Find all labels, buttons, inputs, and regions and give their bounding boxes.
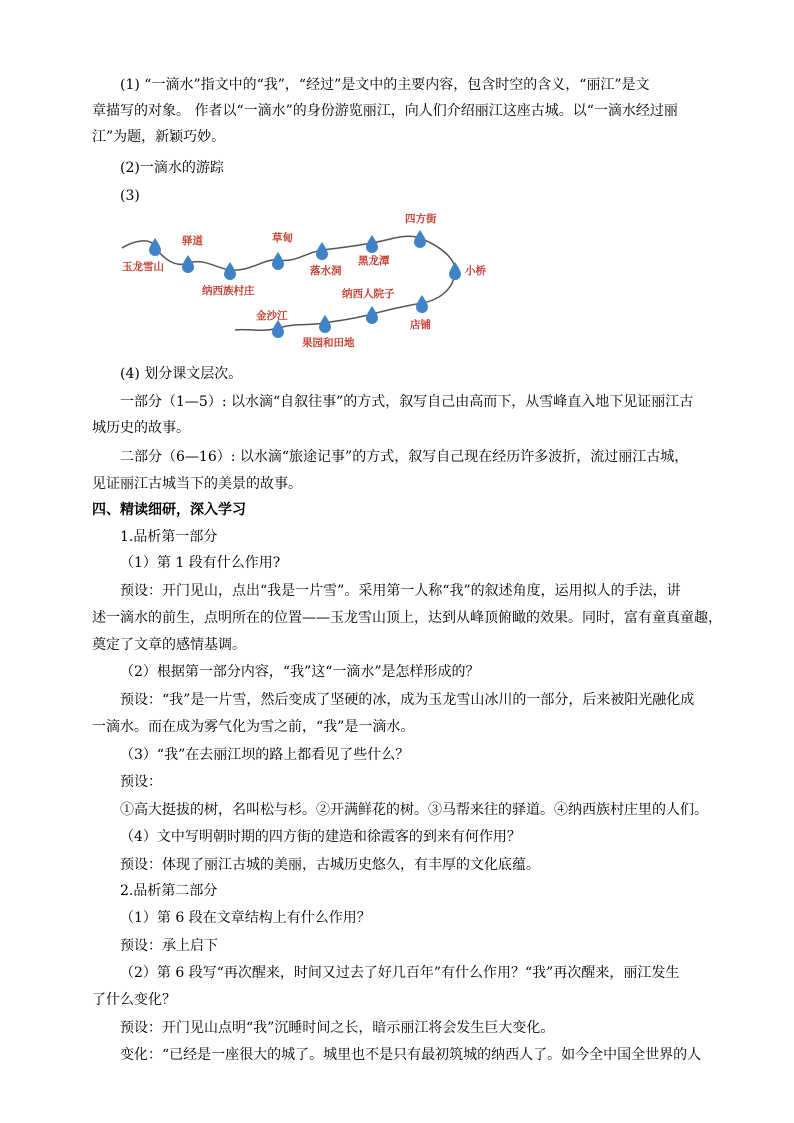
route-label: 果园和田地 <box>302 337 355 349</box>
drop-icon <box>272 252 284 270</box>
paragraph-line: (1) “一滴水”指文中的“我”，“经过”是文中的主要内容，包含时空的含义，“丽江”是文 <box>120 77 650 93</box>
drop-icon <box>416 295 428 313</box>
answer-line: 述一滴水的前生，点明所在的位置——玉龙雪山顶上，达到从峰顶俯瞰的效果。同时，富有童真童趣， <box>92 610 722 626</box>
answer-line: 预设：“我”是一片雪，然后变成了坚硬的冰，成为玉龙雪山冰川的一部分，后来被阳光融化成 <box>120 692 695 708</box>
route-label: 小桥 <box>465 265 486 277</box>
answer-line: 奠定了文章的感情基调。 <box>92 637 246 653</box>
drop-icon <box>182 255 194 273</box>
body-line: 一部分（1—5）: 以水滴“自叙往事”的方式，叙写自己由高而下，从雪峰直入地下见证丽江古 <box>120 394 694 410</box>
body-line: 城历史的故事。 <box>92 420 190 436</box>
drop-icon <box>316 242 328 260</box>
question-line: 了什么变化？ <box>92 992 176 1008</box>
river-path <box>122 236 455 330</box>
route-label: 草甸 <box>272 232 293 244</box>
question-line: （4）文中写明朝时期的四方街的建造和徐霞客的到来有何作用？ <box>120 829 521 845</box>
paragraph-line: 章描写的对象。 作者以“一滴水”的身份游览丽江，向人们介绍丽江这座古城。以“一滴水经过丽 <box>92 103 678 119</box>
answer-line: ①高大挺拔的树，名叫松与杉。②开满鲜花的树。③马帮来往的驿道。④纳西族村庄里的人们。 <box>120 802 708 818</box>
body-line: (4) 划分课文层次。 <box>120 366 243 382</box>
body-line: 二部分（6—16）: 以水滴“旅途记事”的方式，叙写自己现在经历许多波折，流过丽江古城， <box>120 449 689 465</box>
answer-line: 预设：开门见山点明“我”沉睡时间之长，暗示丽江将会发生巨大变化。 <box>120 1020 555 1036</box>
subsection-heading: 1.品析第一部分 <box>120 529 218 545</box>
river-route-diagram <box>110 208 510 358</box>
route-label: 纳西人院子 <box>342 288 395 300</box>
drop-icon <box>319 315 331 333</box>
drop-icon <box>414 230 426 248</box>
route-label: 落水洞 <box>310 265 342 277</box>
answer-line: 预设：承上启下 <box>120 938 218 954</box>
paragraph-line: (3) <box>120 188 140 204</box>
answer-line: 一滴水。而在成为雾气化为雪之前，“我”是一滴水。 <box>92 719 415 735</box>
question-line: （1）第 1 段有什么作用? <box>120 555 281 571</box>
paragraph-line: (2)一滴水的游踪 <box>120 160 224 176</box>
answer-line: 预设：体现了丽江古城的美丽，古城历史悠久，有丰厚的文化底蕴。 <box>120 857 540 873</box>
section-heading: 四、精读细研，深入学习 <box>92 502 246 518</box>
drop-icon <box>366 306 378 324</box>
drop-icon <box>449 262 461 280</box>
route-label: 店铺 <box>410 319 431 331</box>
route-label: 金沙江 <box>256 310 288 322</box>
subsection-heading: 2.品析第二部分 <box>120 883 218 899</box>
route-label: 黑龙潭 <box>358 255 390 267</box>
paragraph-line: 江”为题，新颖巧妙。 <box>92 129 226 145</box>
answer-line: 变化：“已经是一座很大的城了。城里也不是只有最初筑城的纳西人了。如今全中国全世界的人 <box>120 1047 702 1063</box>
question-line: （3）“我”在去丽江坝的路上都看见了些什么？ <box>120 747 410 763</box>
answer-line: 预设：开门见山，点出“我是一片雪”。采用第一人称“我”的叙述角度，运用拟人的手法，讲 <box>120 583 681 599</box>
route-label: 四方街 <box>405 213 437 225</box>
route-label: 玉龙雪山 <box>122 261 164 273</box>
question-line: （2）根据第一部分内容，“我”这“一滴水”是怎样形成的？ <box>120 664 480 680</box>
body-line: 见证丽江古城当下的美景的故事。 <box>92 476 302 492</box>
route-label: 驿道 <box>182 235 203 247</box>
drop-icon <box>272 320 284 338</box>
route-label: 纳西族村庄 <box>202 285 255 297</box>
drop-icon <box>149 238 161 256</box>
question-line: （2）第 6 段写“再次醒来，时间又过去了好几百年”有什么作用？“我”再次醒来，丽江发生 <box>120 965 680 981</box>
question-line: （1）第 6 段在文章结构上有什么作用？ <box>120 910 371 926</box>
drop-icon <box>366 235 378 253</box>
drop-icon <box>224 262 236 280</box>
answer-line: 预设： <box>120 774 162 790</box>
